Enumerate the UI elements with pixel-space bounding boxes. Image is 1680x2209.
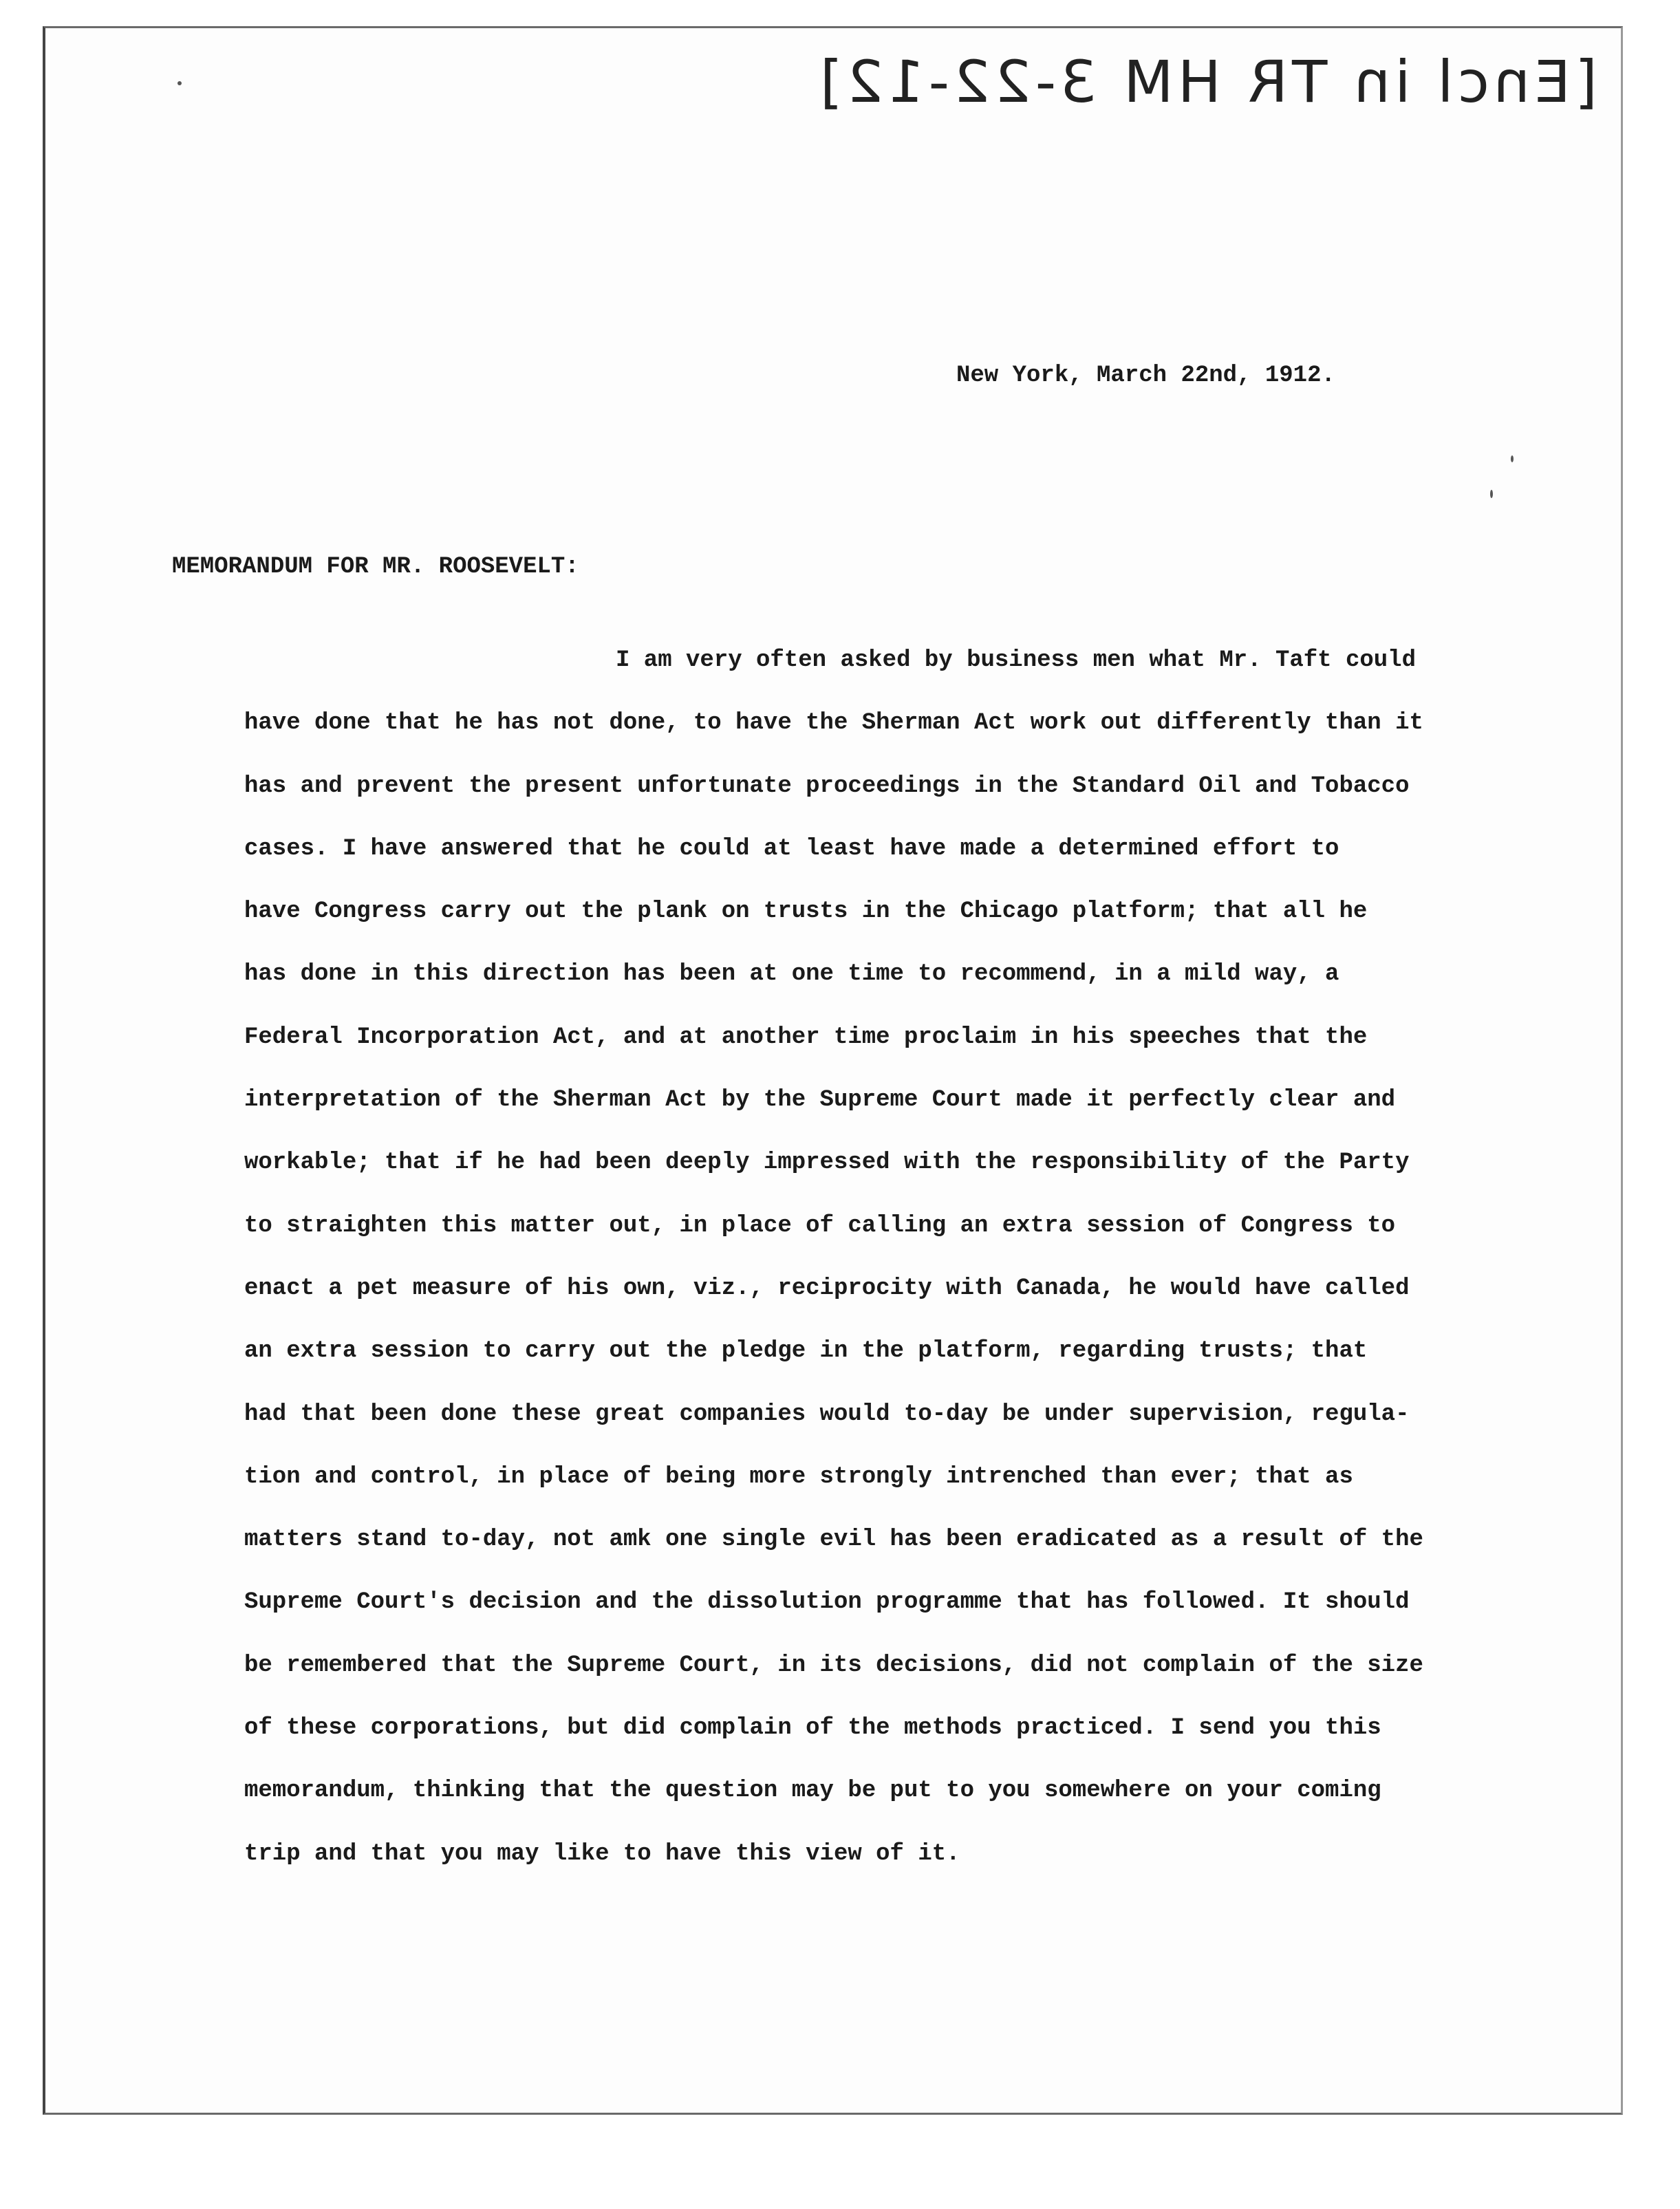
ink-speck (1511, 455, 1514, 462)
body-line: to straighten this matter out, in place of calling an extra session of Congress to (244, 1212, 1396, 1239)
body-line: an extra session to carry out the pledge in the platform, regarding trusts; that (244, 1338, 1368, 1365)
memo-body (244, 640, 1551, 1896)
body-line: be remembered that the Supreme Court, in its decisions, did not complain of the size (244, 1652, 1423, 1679)
body-line: has done in this direction has been at one time to recommend, in a mild way, a (244, 961, 1339, 988)
ink-speck (177, 81, 182, 85)
body-line: tion and control, in place of being more strongly intrenched than ever; that as (244, 1463, 1353, 1490)
body-line: I am very often asked by business men what Mr. Taft could (616, 647, 1416, 674)
body-line: has and prevent the present unfortunate proceedings in the Standard Oil and Tobacco (244, 773, 1410, 799)
body-line: trip and that you may like to have this view of it. (244, 1840, 960, 1867)
body-line: interpretation of the Sherman Act by the Supreme Court made it perfectly clear and (244, 1087, 1396, 1114)
body-line: cases. I have answered that he could at least have made a determined effort to (244, 835, 1339, 862)
body-line: Federal Incorporation Act, and at another time proclaim in his speeches that the (244, 1024, 1368, 1050)
body-line: had that been done these great companies would to-day be under supervision, regula- (244, 1401, 1410, 1427)
body-line: Supreme Court's decision and the dissolution programme that has followed. It should (244, 1589, 1410, 1616)
body-line: memorandum, thinking that the question may be put to you somewhere on your coming (244, 1778, 1381, 1804)
dateline: New York, March 22nd, 1912. (956, 363, 1335, 389)
body-line: of these corporations, but did complain of the methods practiced. I send you this (244, 1715, 1381, 1742)
body-line: have Congress carry out the plank on trusts in the Chicago platform; that all he (244, 898, 1368, 925)
body-line: enact a pet measure of his own, viz., reciprocity with Canada, he would have called (244, 1275, 1410, 1302)
handwritten-annotation: [Encl in TR HM 3-22-12] (816, 48, 1597, 116)
memo-salutation: MEMORANDUM FOR MR. ROOSEVELT: (172, 554, 579, 580)
ink-speck (1490, 490, 1493, 498)
body-line: matters stand to-day, not amk one single evil has been eradicated as a result of the (244, 1527, 1423, 1553)
body-line: have done that he has not done, to have the Sherman Act work out differently than it (244, 710, 1423, 737)
body-line: workable; that if he had been deeply impressed with the responsibility of the Party (244, 1150, 1410, 1176)
